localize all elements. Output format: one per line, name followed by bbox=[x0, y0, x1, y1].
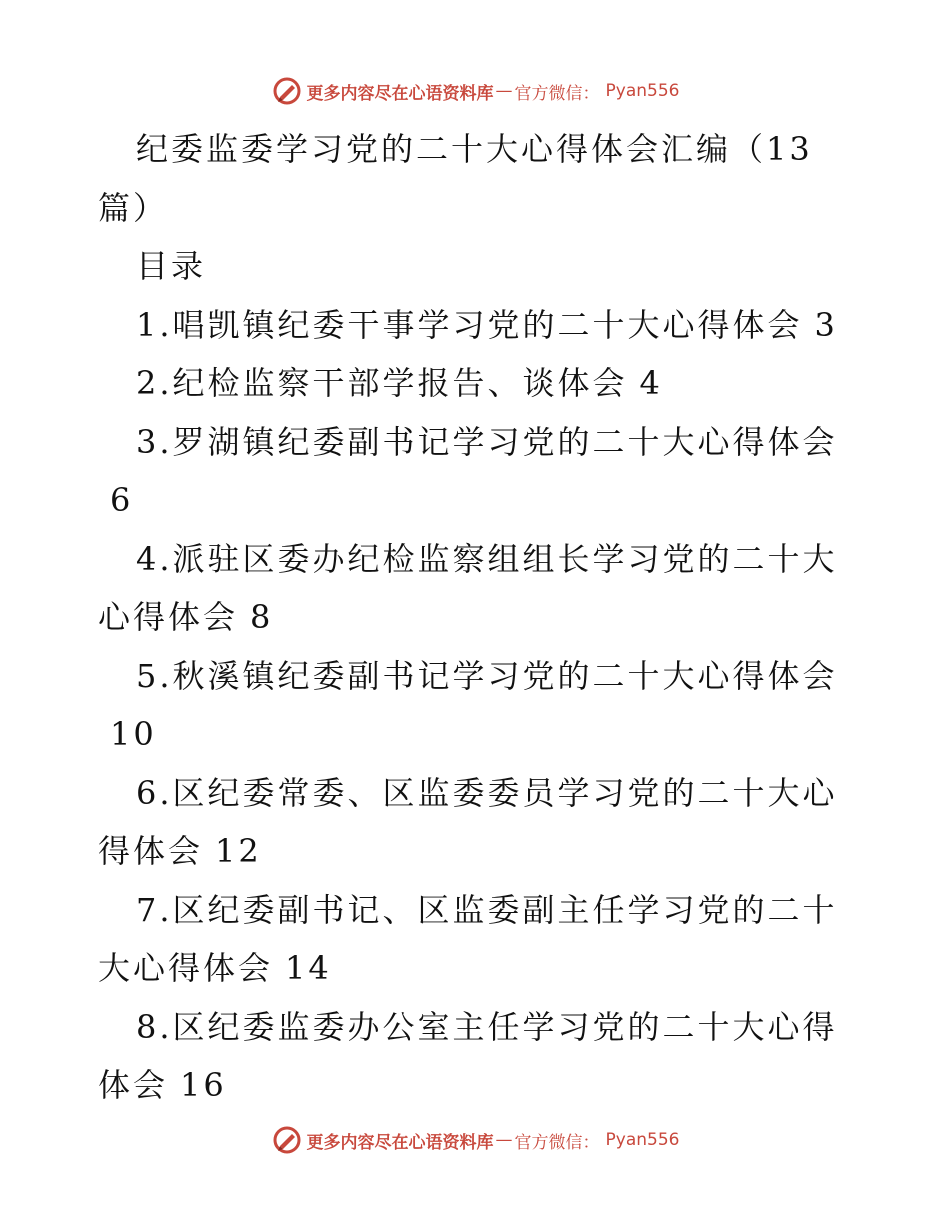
banner-brand: 更多内容尽在心语资料库 bbox=[306, 83, 494, 104]
pen-logo-icon bbox=[271, 75, 303, 107]
toc-item bbox=[98, 647, 852, 764]
toc-item-text: 6.区纪委常委、区监委委员学习党的二十大心得体会 bbox=[98, 773, 838, 870]
banner-separator: — bbox=[495, 81, 513, 101]
toc-item-text: 2.纪检监察干部学报告、谈体会 bbox=[136, 364, 628, 402]
banner-wechat-label: 官方微信： bbox=[514, 83, 600, 104]
banner-separator: — bbox=[495, 1130, 513, 1150]
table-of-contents bbox=[98, 296, 852, 1115]
toc-item bbox=[98, 530, 852, 647]
banner-wechat-id: Pyan556 bbox=[605, 1130, 680, 1150]
toc-item-text: 8.区纪委监委办公室主任学习党的二十大心得体会 bbox=[98, 1007, 838, 1104]
toc-heading: 目录 bbox=[136, 247, 207, 285]
document-body bbox=[98, 120, 852, 1115]
pen-logo-icon bbox=[271, 1124, 303, 1156]
header-banner bbox=[0, 74, 950, 108]
toc-item-page: 4 bbox=[639, 364, 663, 402]
toc-item bbox=[98, 881, 852, 998]
toc-item-page: 6 bbox=[110, 481, 134, 519]
toc-item-page: 12 bbox=[215, 832, 262, 870]
toc-item-page: 14 bbox=[285, 949, 332, 987]
toc-item-text: 5.秋溪镇纪委副书记学习党的二十大心得体会 bbox=[136, 656, 838, 695]
toc-item-text: 7.区纪委副书记、区监委副主任学习党的二十大心得体会 bbox=[98, 890, 838, 987]
banner-wechat-label: 官方微信： bbox=[514, 1132, 600, 1153]
toc-item-text: 3.罗湖镇纪委副书记学习党的二十大心得体会 bbox=[136, 422, 838, 461]
toc-item-text: 1.唱凯镇纪委干事学习党的二十大心得体会 bbox=[136, 305, 803, 344]
toc-item bbox=[98, 413, 852, 530]
document-title: 纪委监委学习党的二十大心得体会汇编（13篇） bbox=[98, 130, 813, 227]
toc-item bbox=[98, 998, 852, 1115]
footer-banner bbox=[0, 1123, 950, 1157]
toc-item-page: 10 bbox=[110, 715, 157, 753]
toc-item bbox=[98, 354, 852, 413]
banner-brand: 更多内容尽在心语资料库 bbox=[306, 1132, 494, 1153]
toc-item bbox=[98, 764, 852, 881]
toc-item bbox=[98, 296, 852, 355]
toc-item-text: 4.派驻区委办纪检监察组组长学习党的二十大心得体会 bbox=[98, 539, 838, 636]
toc-item-page: 16 bbox=[180, 1066, 227, 1104]
toc-item-page: 3 bbox=[814, 305, 838, 344]
banner-wechat-id: Pyan556 bbox=[605, 81, 680, 101]
toc-item-page: 8 bbox=[250, 598, 274, 636]
